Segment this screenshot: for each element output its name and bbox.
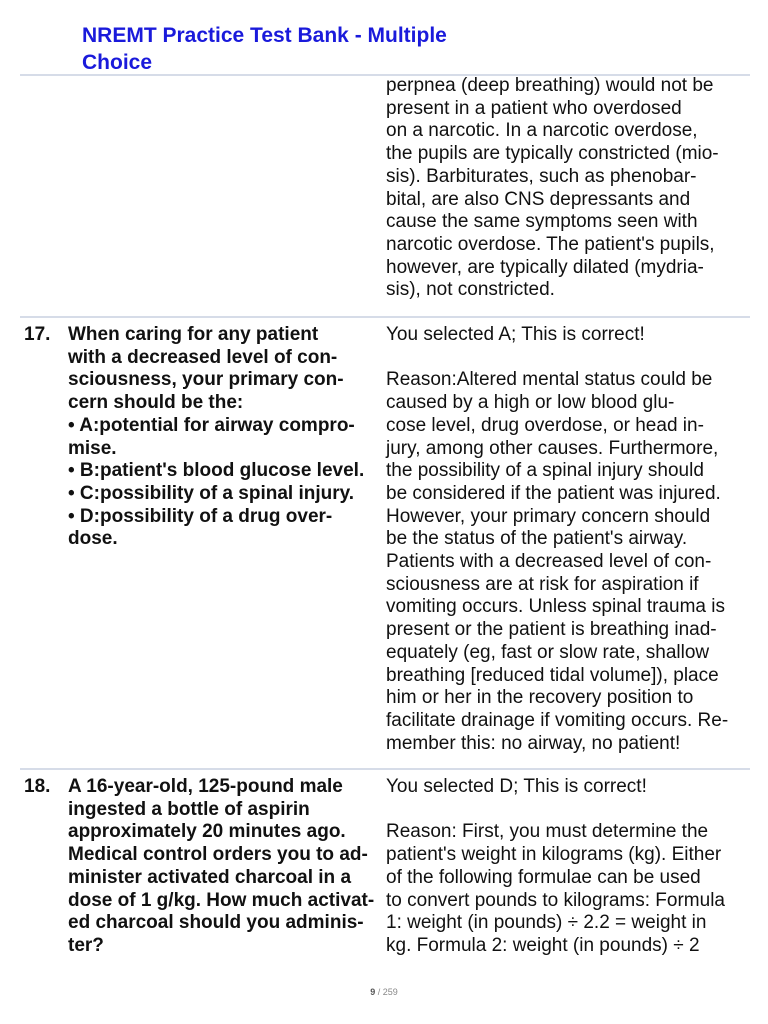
- answer-option-c: • C:possibility of a spinal injury.: [68, 482, 355, 504]
- reason-line: patient's weight in kilograms (kg). Either: [386, 844, 722, 866]
- answer-line: sis), not constricted.: [386, 279, 555, 301]
- answer-explanation: [386, 324, 736, 755]
- reason-line: member this: no airway, no patient!: [386, 732, 681, 754]
- answer-explanation: [386, 776, 736, 958]
- answer-option-d-cont: dose.: [68, 528, 118, 550]
- question-text: [68, 776, 383, 958]
- question-line: approximately 20 minutes ago.: [68, 821, 346, 843]
- reason-line: Reason:Altered mental status could be: [386, 369, 713, 391]
- reason-line: vomiting occurs. Unless spinal trauma is: [386, 596, 725, 618]
- reason-line: him or her in the recovery position to: [386, 687, 694, 709]
- reason-line: caused by a high or low blood glu-: [386, 392, 675, 414]
- question-divider: [20, 768, 750, 770]
- answer-option-d: • D:possibility of a drug over-: [68, 505, 333, 527]
- page-separator: /: [375, 987, 383, 997]
- current-page: 9: [370, 987, 376, 997]
- reason-line: equately (eg, fast or slow rate, shallow: [386, 641, 710, 663]
- answer-line: narcotic overdose. The patient's pupils,: [386, 233, 715, 255]
- reason-line: the possibility of a spinal injury should: [386, 460, 704, 482]
- question-line: dose of 1 g/kg. How much activat-: [68, 889, 375, 911]
- reason-line: Patients with a decreased level of con-: [386, 551, 712, 573]
- answer-line: perpnea (deep breathing) would not be: [386, 75, 714, 96]
- reason-line: 1: weight (in pounds) ÷ 2.2 = weight in: [386, 912, 707, 934]
- page-title-line-1: NREMT Practice Test Bank - Multiple: [82, 24, 447, 47]
- page-title-line-2: Choice: [82, 51, 153, 74]
- answer-line: however, are typically dilated (mydria-: [386, 256, 704, 278]
- answer-line: sis). Barbiturates, such as phenobar-: [386, 165, 697, 187]
- answer-line: the pupils are typically constricted (mio-: [386, 143, 719, 165]
- page-indicator: [0, 987, 768, 997]
- total-pages: 259: [382, 987, 398, 997]
- question-line: cern should be the:: [68, 392, 244, 414]
- reason-line: to convert pounds to kilograms: Formula: [386, 889, 725, 911]
- question-line: Medical control orders you to ad-: [68, 844, 368, 866]
- answer-line: present in a patient who overdosed: [386, 97, 682, 119]
- previous-answer-continuation: [386, 75, 736, 302]
- reason-line: be the status of the patient's airway.: [386, 528, 688, 550]
- question-text: [68, 324, 383, 551]
- page-title: [82, 22, 522, 76]
- reason-line: Reason: First, you must determine the: [386, 821, 709, 843]
- selected-answer-status: You selected A; This is correct!: [386, 324, 645, 345]
- question-line: sciousness, your primary con-: [68, 369, 344, 391]
- selected-answer-status: You selected D; This is correct!: [386, 776, 647, 797]
- answer-option-a-cont: mise.: [68, 437, 117, 459]
- reason-line: of the following formulae can be used: [386, 866, 701, 888]
- reason-line: However, your primary concern should: [386, 505, 711, 527]
- question-line: ed charcoal should you adminis-: [68, 912, 364, 934]
- answer-line: cause the same symptoms seen with: [386, 211, 698, 233]
- answer-option-b: • B:patient's blood glucose level.: [68, 460, 365, 482]
- question-line: ter?: [68, 934, 104, 956]
- reason-line: present or the patient is breathing inad-: [386, 619, 717, 641]
- reason-line: cose level, drug overdose, or head in-: [386, 414, 704, 436]
- reason-line: sciousness are at risk for aspiration if: [386, 573, 699, 595]
- question-number: 18.: [24, 776, 51, 797]
- reason-line: jury, among other causes. Furthermore,: [386, 437, 719, 459]
- answer-line: bital, are also CNS depressants and: [386, 188, 691, 210]
- question-line: minister activated charcoal in a: [68, 866, 352, 888]
- answer-line: on a narcotic. In a narcotic overdose,: [386, 120, 698, 142]
- question-line: with a decreased level of con-: [68, 346, 338, 368]
- question-line: ingested a bottle of aspirin: [68, 798, 310, 820]
- question-line: When caring for any patient: [68, 324, 319, 345]
- reason-line: breathing [reduced tidal volume]), place: [386, 664, 719, 686]
- answer-option-a: • A:potential for airway compro-: [68, 414, 355, 436]
- reason-line: kg. Formula 2: weight (in pounds) ÷ 2: [386, 934, 700, 956]
- question-line: A 16-year-old, 125-pound male: [68, 776, 343, 797]
- reason-line: facilitate drainage if vomiting occurs. Re-: [386, 709, 729, 731]
- question-number: 17.: [24, 324, 51, 345]
- reason-line: be considered if the patient was injured.: [386, 482, 721, 504]
- question-divider: [20, 316, 750, 318]
